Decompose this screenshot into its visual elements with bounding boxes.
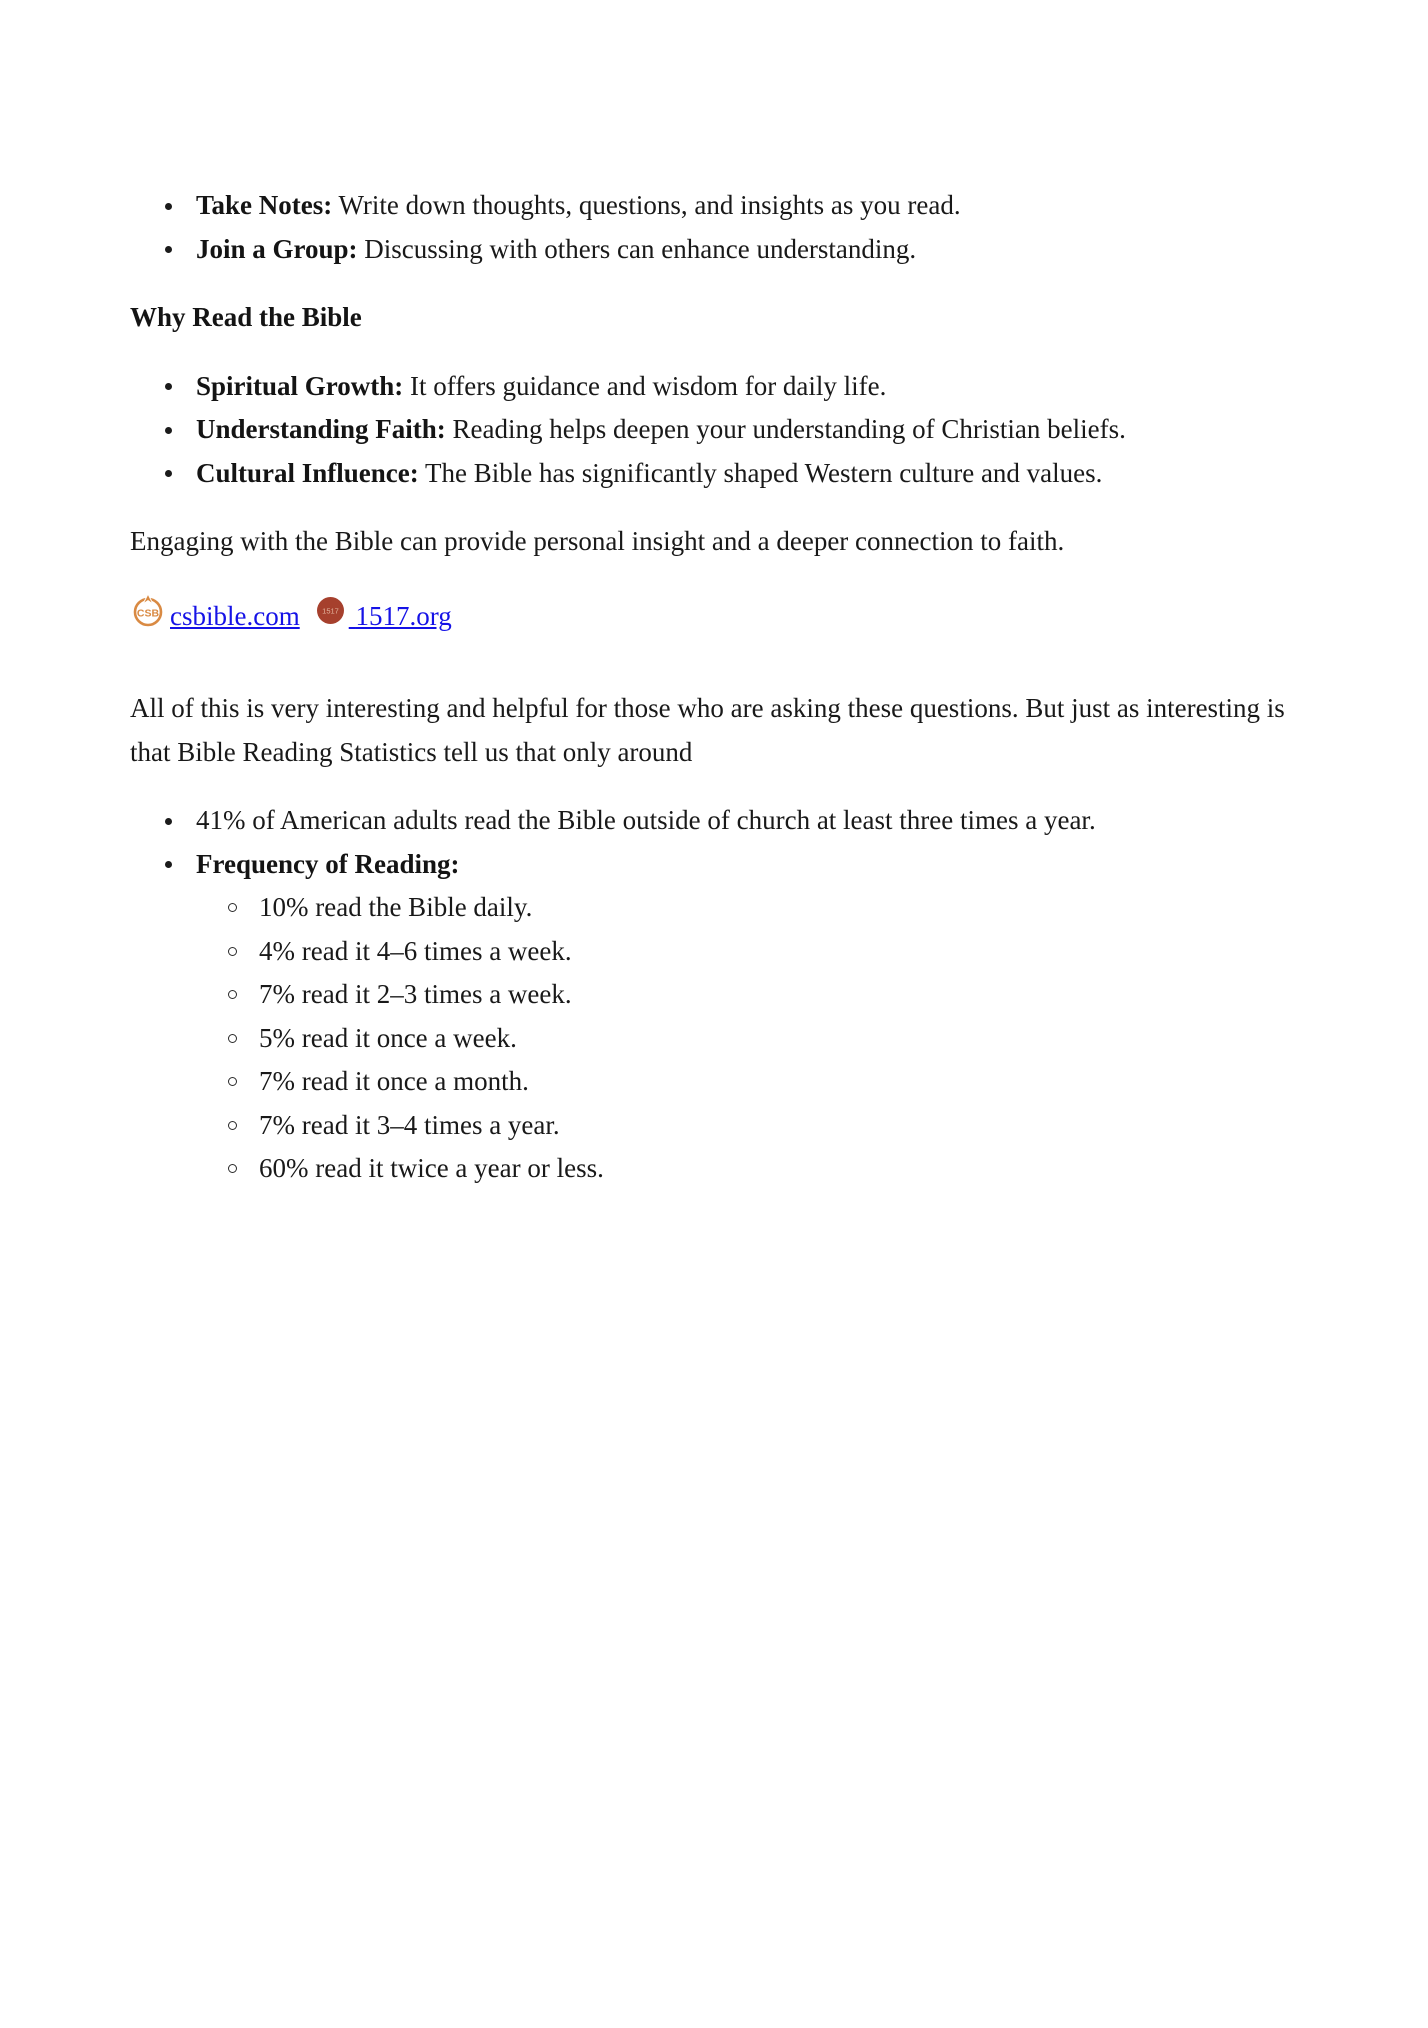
sublist-item-once-week — [196, 1017, 1226, 1061]
bullet-icon — [165, 427, 172, 434]
bullet-icon — [165, 203, 172, 210]
list-item-spiritual-growth — [130, 365, 1226, 409]
list-item-label: Cultural Influence: — [196, 457, 419, 488]
list-item-text: Write down thoughts, questions, and insights as you read. — [332, 190, 961, 220]
sublist-item-once-month — [196, 1060, 1226, 1104]
list-item-take-notes — [130, 184, 1226, 228]
circle-bullet-icon — [228, 1077, 237, 1086]
sublist-item-text: 7% read it 3–4 times a year. — [259, 1109, 560, 1140]
1517-link[interactable]: 1517.org — [355, 600, 452, 631]
list-item-label: Understanding Faith: — [196, 414, 446, 444]
sublist-item-daily — [196, 886, 1226, 930]
sublist-item-text: 5% read it once a week. — [259, 1022, 517, 1053]
circle-bullet-icon — [228, 1164, 237, 1173]
list-item-41-percent — [130, 799, 1226, 843]
bullet-icon — [165, 818, 172, 825]
tips-list — [130, 184, 1298, 271]
sublist-item-text: 10% read the Bible daily. — [259, 892, 533, 922]
frequency-sublist — [196, 886, 1226, 1191]
sublist-item-3-4-year — [196, 1104, 1226, 1148]
list-item-text: 41% of American adults read the Bible outside of church at least three times a year. — [196, 805, 1096, 835]
document-content — [130, 184, 1298, 1191]
list-item-text: The Bible has significantly shaped Western culture and values. — [418, 457, 1103, 488]
csbible-link[interactable]: csbible.com — [170, 600, 300, 631]
circle-bullet-icon — [228, 990, 237, 999]
sublist-item-text: 7% read it once a month. — [259, 1066, 529, 1096]
svg-text:CSB: CSB — [136, 607, 160, 619]
list-item-text: Reading helps deepen your understanding of Christian beliefs. — [445, 414, 1126, 444]
bullet-icon — [165, 383, 172, 390]
sublist-item-2-3-week — [196, 973, 1226, 1017]
csb-favicon-icon[interactable] — [130, 592, 166, 642]
list-item-label: Join a Group: — [196, 233, 358, 264]
circle-bullet-icon — [228, 1121, 237, 1130]
sublist-item-text: 60% read it twice a year or less. — [259, 1153, 604, 1183]
sublist-item-4-6-week — [196, 930, 1226, 974]
paragraph-statistics-intro: All of this is very interesting and helpful for those who are asking these questions. But just as interesting is that Bible Reading Statistics tell us that only around — [130, 693, 1285, 767]
bullet-icon — [165, 861, 172, 868]
list-item-text: It offers guidance and wisdom for daily life. — [403, 370, 887, 401]
svg-text:1517: 1517 — [321, 606, 339, 615]
section-heading: Why Read the Bible — [130, 302, 362, 332]
1517-favicon-icon[interactable] — [316, 595, 345, 639]
list-item-understanding-faith — [130, 408, 1226, 452]
circle-bullet-icon — [228, 903, 237, 912]
source-links-row — [130, 592, 1298, 642]
reasons-list — [130, 365, 1298, 496]
statistics-list — [130, 799, 1298, 1191]
bullet-icon — [165, 470, 172, 477]
list-item-join-group — [130, 228, 1226, 272]
sublist-item-twice-year-or-less — [196, 1147, 1226, 1191]
list-item-cultural-influence — [130, 452, 1226, 496]
bullet-icon — [165, 246, 172, 253]
paragraph-engaging: Engaging with the Bible can provide personal insight and a deeper connection to faith. — [130, 526, 1065, 556]
circle-bullet-icon — [228, 1034, 237, 1043]
list-item-text: Discussing with others can enhance understanding. — [357, 233, 917, 264]
list-item-label: Frequency of Reading: — [196, 848, 460, 879]
sublist-item-text: 4% read it 4–6 times a week. — [259, 935, 572, 966]
list-item-label: Take Notes: — [196, 190, 333, 220]
list-item-frequency-of-reading — [130, 843, 1226, 1191]
circle-bullet-icon — [228, 947, 237, 956]
list-item-label: Spiritual Growth: — [196, 370, 404, 401]
sublist-item-text: 7% read it 2–3 times a week. — [259, 979, 572, 1009]
